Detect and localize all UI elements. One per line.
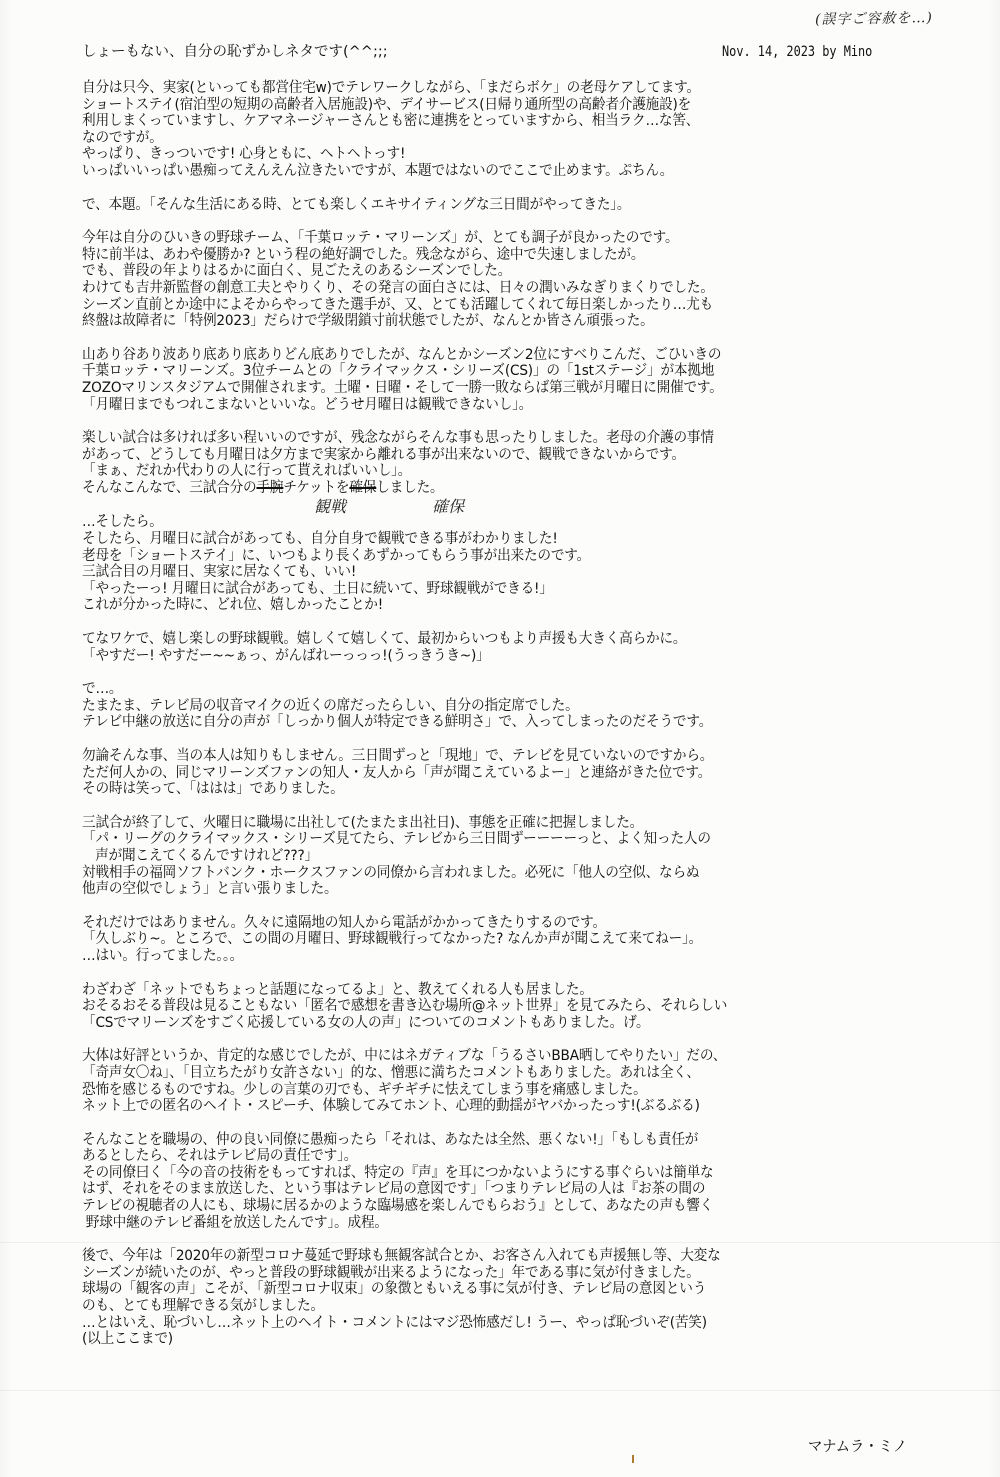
text-line: わざわざ「ネットでもちょっと話題になってるよ」と、教えてくれる人も居ました。 bbox=[82, 981, 593, 998]
text-line: 後で、今年は「2020年の新型コロナ蔓延で野球も無観客試合とか、お客さん入れても声援無し等、大変な bbox=[82, 1248, 721, 1265]
paragraph bbox=[82, 80, 962, 180]
paragraph bbox=[82, 347, 962, 413]
handwritten-correction: 確保 bbox=[432, 497, 465, 517]
text-line: テレビの視聴者の人にも、球場に居るかのような臨場感を楽しんでもらおう』として、あなたの声も響く bbox=[82, 1198, 714, 1215]
date-author: Nov. 14, 2023 by Mino bbox=[722, 44, 873, 60]
text-line: テレビ中継の放送に自分の声が「しっかり個人が特定できる鮮明さ」で、入ってしまったのだそうです。 bbox=[82, 714, 713, 731]
text-line: 「月曜日までもつれこまないといいな。どうせ月曜日は観戦できないし」。 bbox=[82, 396, 533, 413]
document-header bbox=[82, 43, 910, 61]
text-line: 「奇声女〇ね」、「目立ちたがり女許さない」的な、憎悪に満ちたコメントもありました。あれは全く、 bbox=[82, 1064, 700, 1081]
paragraph bbox=[82, 681, 962, 731]
text-line: 対戦相手の福岡ソフトバンク・ホークスファンの同僚から言われました。必死に「他人の空似、ならぬ bbox=[82, 864, 700, 881]
text-segment: そんなこんなで、三試合分の bbox=[82, 479, 257, 496]
text-line: 今年は自分のひいきの野球チーム、「千葉ロッテ・マリーンズ」が、とても調子が良かったのです。 bbox=[82, 230, 679, 247]
text-line: わけても吉井新監督の創意工夫とやりくり、その発言の面白さには、日々の潤いみなぎりまくりでした。 bbox=[82, 279, 714, 296]
text-line: そんなことを職場の、仲の良い同僚に愚痴ったら「それは、あなたは全然、悪くない!」「もしも責任が bbox=[82, 1131, 699, 1148]
paragraph bbox=[82, 1248, 962, 1348]
text-line: 「久しぶり~。ところで、この間の月曜日、野球観戦行ってなかった? なんか声が聞こえて来てねー」。 bbox=[82, 931, 703, 948]
document-body bbox=[82, 80, 962, 1365]
text-line: 恐怖を感じるものですね。少しの言葉の刃でも、ギチギチに怯えてしまう事を痛感しました。 bbox=[82, 1081, 647, 1098]
text-line: その時は笑って、「ははは」でありました。 bbox=[82, 781, 344, 798]
document-title: しょーもない、自分の恥ずかしネタです(^^;;; bbox=[82, 44, 388, 60]
text-line: 特に前半は、あわや優勝か? という程の絶好調でした。残念ながら、途中で失速しましたが。 bbox=[82, 246, 645, 263]
text-line: 利用しまくっていますし、ケアマネージャーさんとも密に連携をとっていますから、相当ラク…な筈、 bbox=[82, 113, 700, 130]
text-segment: しました。 bbox=[376, 479, 444, 496]
text-line: それだけではありません。久々に遠隔地の知人から電話がかかってきたりするのです。 bbox=[82, 914, 606, 931]
handwritten-note: (誤字ご容赦を…) bbox=[814, 9, 934, 29]
text-line: 三試合が終了して、火曜日に職場に出社して(たまたま出社日)、事態を正確に把握しました。 bbox=[82, 814, 644, 831]
paragraph bbox=[82, 815, 962, 898]
paragraph bbox=[82, 1048, 962, 1114]
text-line: ただ何人かの、同じマリーンズファンの知人・友人から「声が聞こえているよー」と連絡がきた位です。 bbox=[82, 764, 712, 781]
paragraph bbox=[82, 748, 962, 798]
corrected-text-line bbox=[82, 480, 909, 497]
text-line: おそるおそる普段は見ることもない「匿名で感想を書き込む場所@ネット世界」を見てみたら、それらしい bbox=[82, 998, 728, 1015]
text-segment: チケットを bbox=[283, 479, 350, 496]
text-line: はず、それをそのまま放送した、という事はテレビ局の意図です」「つまりテレビ局の人は『お茶の間の bbox=[82, 1181, 706, 1198]
text-line: 終盤は故障者に「特例2023」だらけで学級閉鎖寸前状態でしたが、なんとか皆さん頑張った。 bbox=[82, 313, 654, 330]
paragraph bbox=[82, 197, 962, 214]
text-line: で、本題。「そんな生活にある時、とても楽しくエキサイティングな三日間がやってきた」。 bbox=[82, 196, 631, 213]
paragraph bbox=[82, 514, 962, 614]
text-line: 自分は只今、実家(といっても都営住宅w)でテレワークしながら、「まだらボケ」の老母ケアしてます。 bbox=[82, 80, 700, 96]
paragraph bbox=[82, 631, 962, 664]
text-line: 千葉ロッテ・マリーンズ。3位チームとの「クライマックス・シリーズ(CS)」の「1stステージ」が本拠地 bbox=[82, 363, 715, 380]
text-line: 楽しい試合は多ければ多い程いいのですが、残念ながらそんな事も思ったりしました。老母の介護の事情 bbox=[82, 430, 714, 447]
text-line: 「やすだー! やすだー~~ぁっ、がんばれーっっっ!(うっきうき~)」 bbox=[82, 647, 490, 664]
text-line: たまたま、テレビ局の収音マイクの近くの席だったらしい、自分の指定席でした。 bbox=[82, 697, 579, 714]
text-line: 「やったーっ! 月曜日に試合があっても、土日に続いて、野球観戦ができる!」 bbox=[82, 580, 553, 597]
text-line: 「パ・リーグのクライマックス・シリーズ見てたら、テレビから三日間ずーーーーっと、よく知った人の bbox=[82, 831, 711, 848]
handwritten-correction: 観戦 bbox=[314, 497, 347, 517]
text-line: …そしたら。 bbox=[82, 514, 163, 531]
paragraph bbox=[82, 230, 962, 330]
text-line: でも、普段の年よりはるかに面白く、見ごたえのあるシーズンでした。 bbox=[82, 263, 512, 280]
text-line: 三試合目の月曜日、実家に居なくても、いい! bbox=[82, 564, 357, 581]
text-line: 他声の空似でしょう」と言い張りました。 bbox=[82, 881, 338, 898]
text-line: 声が聞こえてくるんですけれど???」 bbox=[95, 847, 318, 864]
paragraph bbox=[82, 915, 962, 965]
text-line: 山あり谷あり波あり底あり底ありどん底ありでしたが、なんとかシーズン2位にすべりこんだ、ごひいきの bbox=[82, 346, 722, 363]
text-line: で…。 bbox=[82, 681, 123, 698]
paragraph bbox=[82, 982, 962, 1032]
text-line: その同僚曰く「今の音の技術をもってすれば、特定の『声』を耳につかないようにする事ぐらいは簡単な bbox=[82, 1164, 714, 1181]
text-line: 野球中継のテレビ番組を放送したんです」。成程。 bbox=[85, 1214, 388, 1231]
text-line: 勿論そんな事、当の本人は知りもしません。三日間ずっと「現地」で、テレビを見ていないのですから。 bbox=[82, 748, 714, 764]
signature: マナムラ・ミノ bbox=[808, 1437, 908, 1455]
paragraph bbox=[82, 430, 962, 517]
text-line: これが分かった時に、どれ位、嬉しかったことか! bbox=[82, 597, 384, 614]
text-line: …とはいえ、恥づいし…ネット上のヘイト・コメントにはマジ恐怖感だし! うー、やっぱ恥づいぞ(苦笑) bbox=[82, 1314, 707, 1331]
text-line: 老母を「ショートステイ」に、いつもより長くあずかってもらう事が出来たのです。 bbox=[82, 547, 591, 564]
text-line: なのですが。 bbox=[82, 129, 163, 146]
text-line: シーズン直前とか途中によそからやってきた選手が、又、とても活躍してくれて毎日楽しかったり…尤も bbox=[82, 296, 714, 313]
text-line: ショートステイ(宿泊型の短期の高齢者入居施設)や、デイサービス(日帰り通所型の高齢者介護施設)を bbox=[82, 96, 692, 113]
text-line: てなワケで、嬉し楽しの野球観戦。嬉しくて嬉しくて、最初からいつもより声援も大きく高らかに。 bbox=[82, 631, 687, 648]
text-line: 「まぁ、だれか代わりの人に行って貰えればいいし」。 bbox=[82, 463, 412, 480]
text-line: …はい。行ってました。。。 bbox=[82, 947, 244, 964]
scan-mark bbox=[632, 1455, 634, 1463]
text-line: 「CSでマリーンズをすごく応援している女の人の声」についてのコメントもありました。げ。 bbox=[82, 1014, 650, 1031]
struck-word: 手腕 bbox=[256, 479, 284, 496]
text-line: ネット上での匿名のヘイト・スピーチ、体験してみてホント、心理的動揺がヤバかったっす!(ぶるぶる) bbox=[82, 1098, 700, 1115]
text-line: (以上ここまで) bbox=[82, 1331, 173, 1348]
text-line: やっぱり、きっついです! 心身ともに、ヘトヘトっす! bbox=[82, 146, 406, 163]
text-line: 球場の「観客の声」こそが、「新型コロナ収束」の象徴ともいえる事に気が付き、テレビ局の意図という bbox=[82, 1281, 707, 1298]
paper-fold-line bbox=[0, 1390, 1000, 1391]
struck-word: 確保 bbox=[349, 479, 377, 496]
paragraph bbox=[82, 1132, 962, 1232]
text-line: があって、どうしても月曜日は夕方まで実家から離れる事が出来ないので、観戦できないからです。 bbox=[82, 446, 685, 463]
text-line: のも、とても理解できる気がしました。 bbox=[82, 1298, 324, 1315]
text-line: そしたら、月曜日に試合があっても、自分自身で観戦できる事がわかりました! bbox=[82, 531, 558, 548]
text-line: あるとしたら、それはテレビ局の責任です」。 bbox=[82, 1148, 358, 1165]
text-line: いっぱいいっぱい愚痴ってえんえん泣きたいですが、本題ではないのでここで止めます。ぷちん。 bbox=[82, 162, 674, 179]
text-line: 大体は好評というか、肯定的な感じでしたが、中にはネガティブな「うるさいBBA晒してやりたい」だの、 bbox=[82, 1048, 727, 1065]
handwritten-corrections bbox=[82, 496, 962, 517]
text-line: ZOZOマリンスタジアムで開催されます。土曜・日曜・そして一勝一敗ならば第三戦が月曜日に開催です。 bbox=[82, 379, 723, 396]
text-line: シーズンが続いたのが、やっと普段の野球観戦が出来るようになった」年である事に気が付きました。 bbox=[82, 1264, 700, 1281]
